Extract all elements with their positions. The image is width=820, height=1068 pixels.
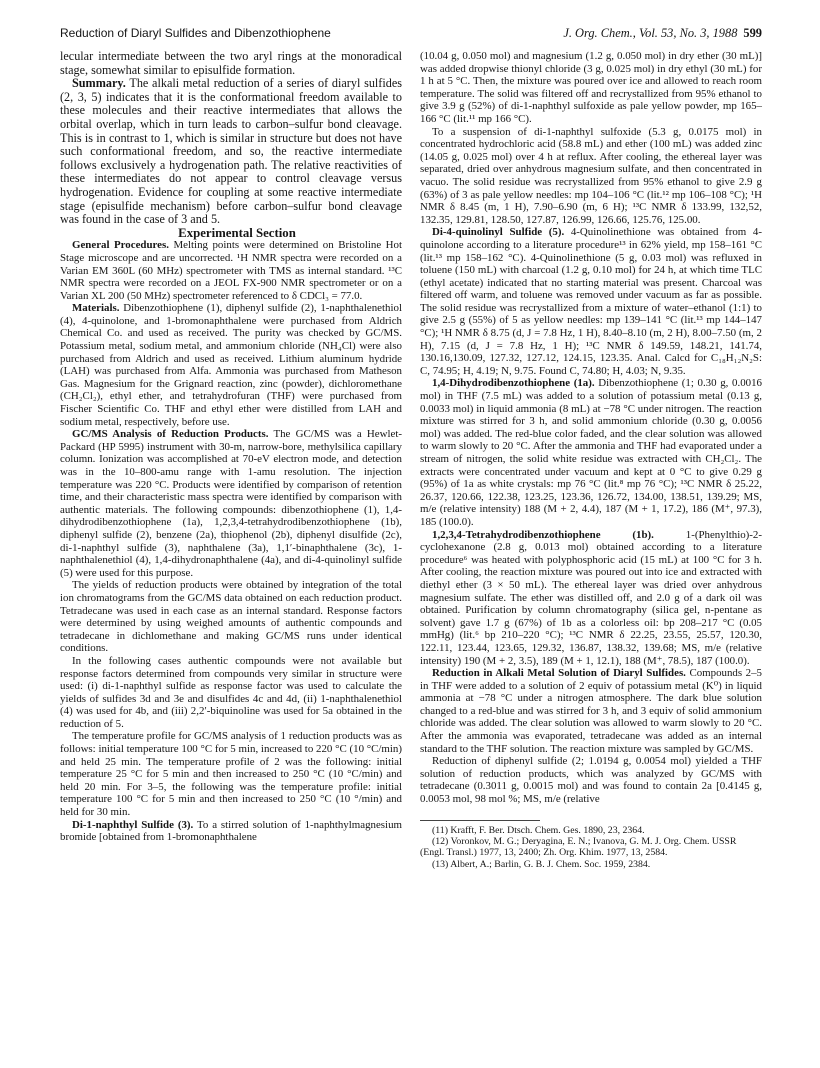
tetrahydrodibenzothiophene-text: 1-(Phenylthio)-2-cyclohexanone (2.8 g, 0.013 mol) obtained according to a literature procedure⁶ was heated with polyphosphoric acid (15 mL) at 100 °C for 3 h. After cooling, the reaction mixture was poured out into ice and extracted with diethyl ether (3 × 50 mL). The ethereal layer was dried over anhydrous magnesium sulfate. The ether was distilled off, and 2.0 g of a dark oil was obtained. Purification by column chromatography (silica gel, n-pentane as solvent) gave 1.7 g (67%) of 1b as a colorless oil: bp 208–217 °C (0.05 mmHg) (lit.⁶ bp 210–220 °C); ¹³C NMR δ 22.25, 23.55, 25.57, 120.30, 122.11, 123.44, 123.65, 129.32, 136.87, 138.32, 139.68; MS, m/e (relative intensity) 190 (M + 2, 3.5), 189 (M + 1, 12.1), 188 (M⁺, 78.5), 187 (100.0). [420, 528, 762, 667]
general-procedures-heading: General Procedures. [72, 239, 169, 252]
response-factors-paragraph: In the following cases authentic compounds were not available but response factors determined from compounds very similar in structure were used: (i) di-1-naphthyl sulfide as response factor was used to calculate the yields of sulfides 3d and 3e and disulfides 4c and 4d, (ii) 1-naphthalenethiol (4) was used for 4b, and (iii) 2,2′-biquinoline was used for 5a obtained in the reduction of 5. [60, 654, 402, 730]
section-title: Experimental Section [178, 225, 296, 240]
footnote-12: (12) Voronkov, M. G.; Deryagina, E. N.; Ivanova, G. M. J. Org. Chem. USSR (Engl. Transl.) 1977, 13, 2400; Zh. Org. Khim. 1977, 13, 2584. [420, 836, 737, 859]
tetrahydrodibenzothiophene-paragraph [420, 529, 762, 668]
footnote-13: (13) Albert, A.; Barlin, G. B. J. Chem. Soc. 1959, 2384. [432, 858, 651, 870]
running-header [60, 26, 762, 44]
alkali-reduction-heading: Reduction in Alkali Metal Solution of Diaryl Sulfides. [432, 667, 686, 680]
materials-heading: Materials. [72, 302, 120, 315]
dinaphthyl-sulfide-paragraph [60, 819, 402, 844]
diphenyl-sulfide-reduction-paragraph: Reduction of diphenyl sulfide (2; 1.0194 g, 0.0054 mol) yielded a THF solution of reduction products, which was analyzed by GC/MS with tetradecane (0.3011 g, 0.0015 mol) and was found to contain 2a [0.4145 g, 0.0053 mol, 98 mol %; MS, m/e (relative [420, 755, 762, 806]
sulfoxide-paragraph: (10.04 g, 0.050 mol) and magnesium (1.2 g, 0.050 mol) in dry ether (30 mL)] was added dropwise thionyl chloride (3 g, 0.025 mol) in dry ethyl (30 mL) for 1 h at 5 °C. Then, the mixture was poured over ice and allowed to reach room temperature. The solid was filtered off and recrystallized from 95% ethanol to give 3.9 g (52%) of di-1-naphthyl sulfoxide as pale yellow powder, mp 165–166 °C (lit.¹¹ mp 166 °C). [420, 50, 762, 125]
gcms-paragraph [60, 428, 402, 579]
temperature-profile-paragraph: The temperature profile for GC/MS analysis of 1 reduction products was as follows: initial temperature 100 °C for 5 min, increased to 220 °C (10 °C/min) and held 25 min. The temperature profile of 2 was the following: initial temperature 25 °C for 5 min and then increased to 250 °C (10 °C/min) and held 20 min. For 3–5, the following was the temperature profile: initial temperature 100 °C for 5 min and then increased to 250 °C (10 °/min) and held for 30 min. [60, 730, 402, 819]
dihydrodibenzothiophene-paragraph [420, 377, 762, 528]
footnote-11: (11) Krafft, F. Ber. Dtsch. Chem. Ges. 1890, 23, 2364. [432, 824, 645, 836]
alkali-reduction-paragraph [420, 667, 762, 755]
materials-text: Dibenzothiophene (1), diphenyl sulfide (2), 1-naphthalenethiol (4), 4-quinolone, and 1-bromonaphthalene were purchased from Aldrich Chemical Co. and used as received. The purity was checked by GC/MS. Potassium metal, sodium metal, and ammonium chloride (NH₄Cl) were also purchased from Aldrich and used as received. Lithium aluminum hydride (LAH) was purchased from Alfa. Ammonia was purchased from Matheson Gas. Magnesium for the Grignard reaction, zinc (powder), dichloromethane (CH₂Cl₂), ethyl ether, and tetrahydrofuran (THF) were purchased from Fischer Scientific Co. THF and ethyl ether were distilled from LAH and sodium metal, respectively, before use. [60, 302, 402, 428]
summary-text: The alkali metal reduction of a series of diaryl sulfides (2, 3, 5) indicates that it is the conformational freedom available to these molecules and their reactive intermediates that allows the orbital overlap, which in turn leads to carbon–sulfur bond cleavage. This is in contrast to 1, which is similar in structure but does not have such conformational freedom, and so, the reactive intermediate follows exclusively a hydrogenation path. The relative reactivities of these intermediates do not appear to control cleavage versus hydrogenation. Evidence for coupling at some reactive intermediate stage (episulfide mechanism) before carbon–sulfur bond cleavage was found in the case of 3 and 5. [60, 76, 402, 227]
materials-paragraph [60, 302, 402, 428]
journal-name: J. Org. Chem., Vol. 53, No. 3, 1988 [563, 26, 738, 40]
summary-paragraph [60, 77, 402, 227]
zinc-reduction-paragraph: To a suspension of di-1-naphthyl sulfoxide (5.3 g, 0.0175 mol) in concentrated hydrochloric acid (58.8 mL) and ether (100 mL) was added zinc (14.05 g, 0.025 mol) over 4 h at reflux. After cooling, the ethereal layer was separated, dried over anhydrous magnesium sulfate, and then concentrated in vacuo. The solid residue was recrystallized from 95% ethanol to give 2.9 g (63%) of 3 as pale yellow needles: mp 104–106 °C (lit.¹² mp 106–108 °C); ¹H NMR δ 8.45 (m, 1 H), 7.90–6.90 (m, 6 H); ¹³C NMR δ 133.99, 132,52, 132.35, 129.81, 128.50, 127.87, 126.99, 126.66, 125.76, 125.00. [420, 125, 762, 226]
dihydrodibenzothiophene-heading: 1,4-Dihydrodibenzothiophene (1a). [432, 377, 595, 390]
alkali-reduction-text: Compounds 2–5 in THF were added to a solution of 2 equiv of potassium metal (K⁰) in liquid ammonia at −78 °C under a nitrogen atmosphere. The dark blue solution changed to a red-blue and was stirred for 3 h, and 3 equiv of solid ammonium chloride was added. The clear solution was allowed to warm slowly to 20 °C. After the ammonia was evaporated, tetradecane was added as an internal standard to the THF solution. The reaction mixture was sampled by GC/MS. [420, 667, 762, 755]
diquinolinyl-sulfide-heading: Di-4-quinolinyl Sulfide (5). [432, 226, 565, 239]
running-title: Reduction of Diaryl Sulfides and Dibenzothiophene [60, 26, 331, 40]
dinaphthyl-sulfide-heading: Di-1-naphthyl Sulfide (3). [72, 818, 194, 831]
summary-heading: Summary. [72, 76, 126, 91]
tetrahydrodibenzothiophene-heading: 1,2,3,4-Tetrahydrodibenzothiophene (1b). [432, 528, 654, 541]
right-column [420, 50, 762, 870]
dihydrodibenzothiophene-text: Dibenzothiophene (1; 0.30 g, 0.0016 mol) in THF (7.5 mL) was added to a solution of potassium metal (0.13 g, 0.0033 mol) in liquid ammonia (8 mL) at −78 °C under nitrogen. The reaction mixture was stirred for 3 h, and solid ammonium chloride (0.30 g, 0.0056 mol) was added. The red-blue color faded, and the clear solution was allowed to warm slowly to 20 °C. After the ammonia and THF had evaporated under a stream of nitrogen, the solid white residue was extracted with CH₂Cl₂. The extracts were concentrated under vacuum and kept at 0 °C to give 0.29 g (95%) of 1a as white crystals: mp 76 °C (lit.⁸ mp 76 °C); ¹³C NMR δ 25.22, 26.37, 120.66, 122.38, 123.25, 123.36, 126.72, 134.00, 138.51, 139.29; MS, m/e (relative intensity) 188 (M + 2, 4.4), 187 (M + 1, 17.2), 186 (M⁺, 97.3), 185 (100.0). [420, 377, 762, 528]
general-procedures-paragraph [60, 239, 402, 302]
gcms-text: The GC/MS was a Hewlet-Packard (HP 5995) instrument with 30-m, narrow-bore, methylsilica capillary column. Ionization was accomplished at 70-eV electron mode, and detection was in the 10–800-amu range with 1-amu resolution. The injection temperature was 220 °C. Products were identified by comparison of retention time, and their characteristic mass spectra were identified by comparison with authentic materials. The following compounds: dibenzothiophene (1), 1,4-dihydrodibenzothiophene (1a), 1,2,3,4-tetrahydrodibenzothiophene (1b), diphenyl sulfide (2), benzene (2a), thiophenol (2b), diphenyl disulfide (2c), di-1-naphthyl sulfide (3), naphthalene (3a), 1,1′-binaphthalene (3c), 1-naphthalenethiol (4), 1,4-dihydronaphthalene (4a), and di-4-quinolinyl sulfide (5) were used for this purpose. [60, 428, 402, 579]
diquinolinyl-sulfide-text: 4-Quinolinethione was obtained from 4-quinolone according to a literature procedure¹³ in 62% yield, mp 158–161 °C (lit.¹³ mp 158–162 °C). 4-Quinolinethione (5 g, 0.03 mol) was refluxed in toluene (150 mL) with charcoal (1.2 g, 0.10 mol) for 24 h, at which time TLC (ethyl acetate) indicated that no starting material was present. Charcoal was filtered off warm, and toluene was removed under vacuum as far as possible. The solid residue was recrystallized from a mixture of water–ethanol (1:1) to give 2.5 g (55%) of 5 as yellow needles: mp 139–141 °C (lit.¹³ mp 144–147 °C); ¹H NMR δ 8.75 (d, J = 7.8 Hz, 1 H), 8.40–8.10 (m, 2 H), 8.00–7.50 (m, 2 H), 7.15 (d, J = 7.8 Hz, 1 H); ¹³C NMR δ 149.59, 148.21, 141.74, 130.16,130.09, 127.32, 127.12, 124.15, 123.35. Anal. Calcd for C₁₈H₁₂N₂S: C, 74.95; H, 4.19; N, 9.75. Found C, 74.80; H, 4.03; N, 9.35. [420, 226, 762, 377]
footnote-rule [420, 820, 540, 821]
footnotes [420, 825, 762, 871]
diquinolinyl-sulfide-paragraph [420, 226, 762, 377]
yields-paragraph: The yields of reduction products were obtained by integration of the total ion chromatograms from the GC/MS data obtained on each reduction product. Tetradecane was used in each case as an internal standard. Response factors were determined by using weighed amounts of authentic compounds and tetradecane in dichlomethane and making GC/MS runs under identical conditions. [60, 579, 402, 655]
dinaphthyl-sulfide-text: To a stirred solution of 1-naphthylmagnesium bromide [obtained from 1-bromonaphthalene [60, 818, 402, 844]
general-procedures-text: Melting points were determined on Bristoline Hot Stage microscope and are uncorrected. ¹H NMR spectra were recorded on a Varian EM 360L (60 MHz) spectrometer with TMS as internal standard. ¹³C NMR spectra were recorded on a JEOL FX-900 NMR spectrometer or on a Varian XL 200 (50 MHz) spectrometer referenced to δ CDCl₃ = 77.0. [60, 239, 403, 302]
page-number: 599 [743, 26, 762, 40]
gcms-heading: GC/MS Analysis of Reduction Products. [72, 428, 269, 441]
journal-citation [563, 26, 762, 41]
left-column [60, 50, 402, 844]
intro-paragraph: lecular intermediate between the two aryl rings at the monoradical stage, somewhat similar to episulfide formation. [60, 49, 402, 77]
